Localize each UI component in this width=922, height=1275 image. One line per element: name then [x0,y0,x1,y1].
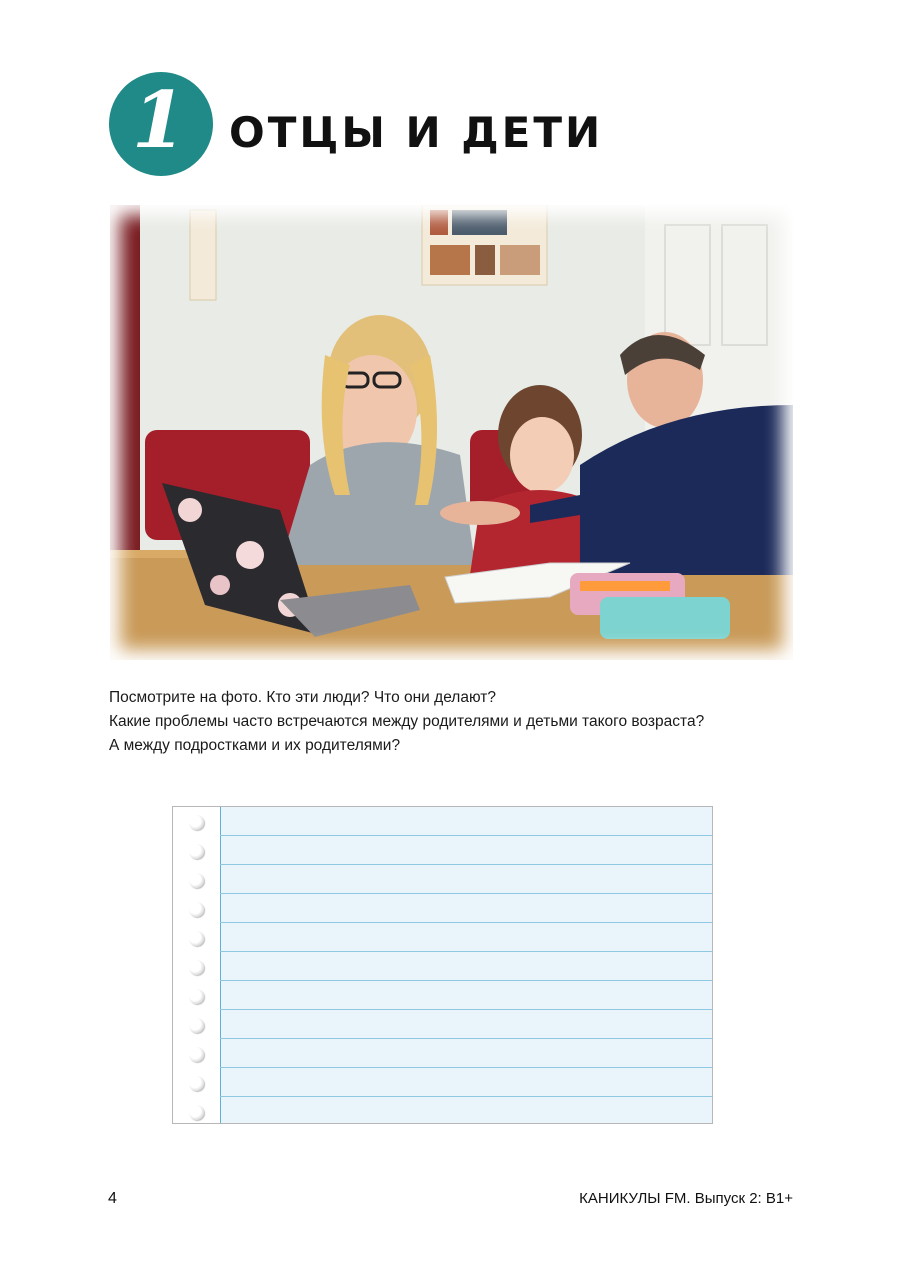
page-number: 4 [108,1190,117,1207]
question-2: Какие проблемы часто встречаются между родителями и детьми такого возраста? [109,713,705,730]
notepad-line [220,835,712,836]
family-photo [110,205,793,660]
answer-notepad[interactable] [172,806,713,1124]
spiral-hole-icon [189,873,204,888]
notepad-line [220,1067,712,1068]
lesson-number: 1 [131,75,187,166]
notepad-line [220,922,712,923]
notepad-line [220,980,712,981]
question-1: Посмотрите на фото. Кто эти люди? Что они делают? [109,689,496,706]
spiral-hole-icon [189,960,204,975]
notepad-line [220,1038,712,1039]
spiral-hole-icon [189,931,204,946]
discussion-questions [109,686,829,758]
spiral-hole-icon [189,815,204,830]
publication-title: КАНИКУЛЫ FM. Выпуск 2: B1+ [579,1190,793,1207]
question-3: А между подростками и их родителями? [109,737,401,754]
lesson-title: ОТЦЫ И ДЕТИ [229,108,604,157]
spiral-hole-icon [189,1047,204,1062]
notepad-line [220,1009,712,1010]
spiral-hole-icon [189,1018,204,1033]
spiral-hole-icon [189,844,204,859]
spiral-hole-icon [189,1105,204,1120]
spiral-hole-icon [189,1076,204,1091]
notepad-line [220,864,712,865]
notepad-line [220,1096,712,1097]
lesson-number-badge [109,72,213,176]
notepad-line [220,951,712,952]
notepad-line [220,893,712,894]
spiral-hole-icon [189,989,204,1004]
spiral-hole-icon [189,902,204,917]
